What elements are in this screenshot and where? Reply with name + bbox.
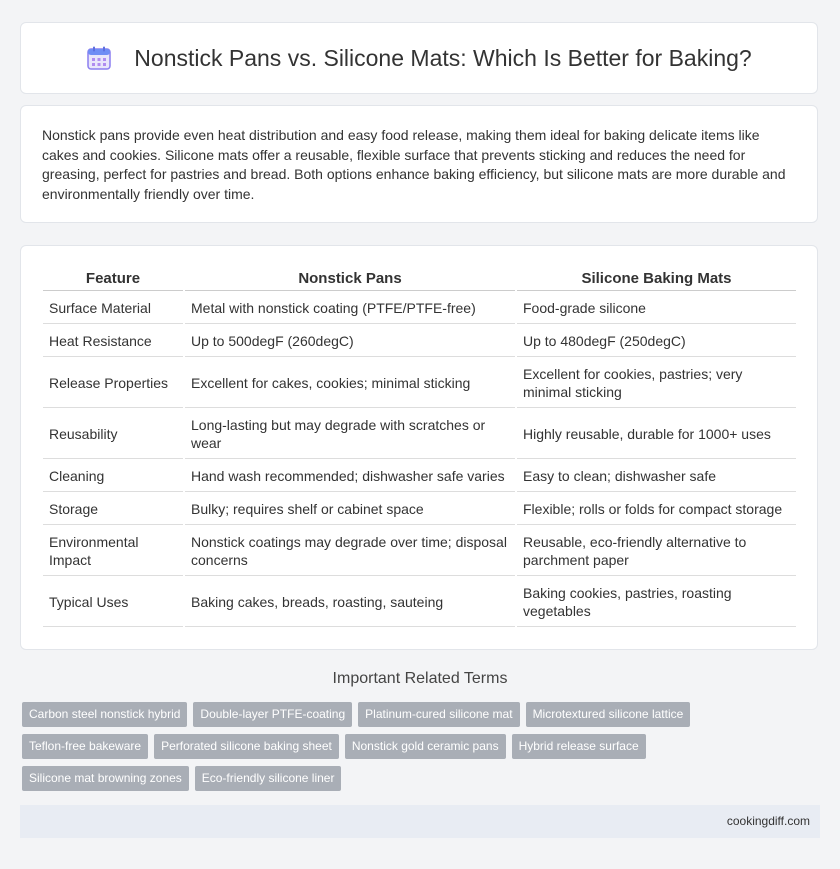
related-term-tag[interactable]: Teflon-free bakeware: [22, 734, 148, 759]
related-term-tag[interactable]: Double-layer PTFE-coating: [193, 702, 352, 727]
nonstick-cell: Up to 500degF (260degC): [185, 326, 515, 357]
silicone-cell: Up to 480degF (250degC): [517, 326, 796, 357]
footer-site-link[interactable]: cookingdiff.com: [726, 814, 810, 828]
table-row: [43, 527, 796, 576]
nonstick-cell: Excellent for cakes, cookies; minimal sticking: [185, 359, 515, 408]
related-term-tag[interactable]: Nonstick gold ceramic pans: [345, 734, 506, 759]
nonstick-cell: Baking cakes, breads, roasting, sauteing: [185, 578, 515, 627]
silicone-cell: Reusable, eco-friendly alternative to parchment paper: [517, 527, 796, 576]
table-row: [43, 461, 796, 492]
silicone-cell: Baking cookies, pastries, roasting vegetables: [517, 578, 796, 627]
table-row: [43, 293, 796, 324]
silicone-cell: Easy to clean; dishwasher safe: [517, 461, 796, 492]
related-term-tag[interactable]: Perforated silicone baking sheet: [154, 734, 339, 759]
silicone-cell: Food-grade silicone: [517, 293, 796, 324]
table-row: [43, 410, 796, 459]
silicone-cell: Highly reusable, durable for 1000+ uses: [517, 410, 796, 459]
feature-cell: Surface Material: [43, 293, 183, 324]
table-row: [43, 578, 796, 627]
silicone-cell: Excellent for cookies, pastries; very minimal sticking: [517, 359, 796, 408]
intro-paragraph: Nonstick pans provide even heat distribution and easy food release, making them ideal for baking delicate items like cakes and cookies. Silicone mats offer a reusable, flexible surface that prevents sticking and reduces the need for greasing, perfect for pastries and bread. Both options enhance baking efficiency, but silicone mats are more durable and environmentally friendly over time.: [42, 127, 786, 202]
feature-cell: Reusability: [43, 410, 183, 459]
related-term-tag[interactable]: Platinum-cured silicone mat: [358, 702, 519, 727]
header-nonstick-pans: Nonstick Pans: [185, 266, 515, 291]
related-term-tag[interactable]: Hybrid release surface: [512, 734, 646, 759]
header-silicone-mats: Silicone Baking Mats: [517, 266, 796, 291]
nonstick-cell: Nonstick coatings may degrade over time; disposal concerns: [185, 527, 515, 576]
table-row: [43, 359, 796, 408]
related-terms-list: [22, 702, 822, 798]
related-term-tag[interactable]: Microtextured silicone lattice: [526, 702, 691, 727]
table-row: [43, 326, 796, 357]
feature-cell: Typical Uses: [43, 578, 183, 627]
calendar-icon: [86, 45, 112, 71]
feature-cell: Release Properties: [43, 359, 183, 408]
intro-card: [20, 105, 818, 223]
header-feature: Feature: [43, 266, 183, 291]
page-title-text: Nonstick Pans vs. Silicone Mats: Which Is Better for Baking?: [134, 44, 752, 71]
footer: [20, 805, 820, 838]
page-title: [86, 45, 751, 72]
feature-cell: Heat Resistance: [43, 326, 183, 357]
table-row: [43, 494, 796, 525]
nonstick-cell: Metal with nonstick coating (PTFE/PTFE-free): [185, 293, 515, 324]
table-header-row: [43, 266, 796, 291]
comparison-table: [41, 264, 798, 629]
related-terms-title: Important Related Terms: [332, 670, 508, 687]
feature-cell: Environmental Impact: [43, 527, 183, 576]
title-card: [20, 22, 818, 94]
related-term-tag[interactable]: Silicone mat browning zones: [22, 766, 189, 791]
comparison-table-card: [20, 245, 818, 650]
feature-cell: Cleaning: [43, 461, 183, 492]
related-term-tag[interactable]: Carbon steel nonstick hybrid: [22, 702, 187, 727]
silicone-cell: Flexible; rolls or folds for compact storage: [517, 494, 796, 525]
related-term-tag[interactable]: Eco-friendly silicone liner: [195, 766, 342, 791]
nonstick-cell: Bulky; requires shelf or cabinet space: [185, 494, 515, 525]
nonstick-cell: Hand wash recommended; dishwasher safe varies: [185, 461, 515, 492]
nonstick-cell: Long-lasting but may degrade with scratches or wear: [185, 410, 515, 459]
feature-cell: Storage: [43, 494, 183, 525]
